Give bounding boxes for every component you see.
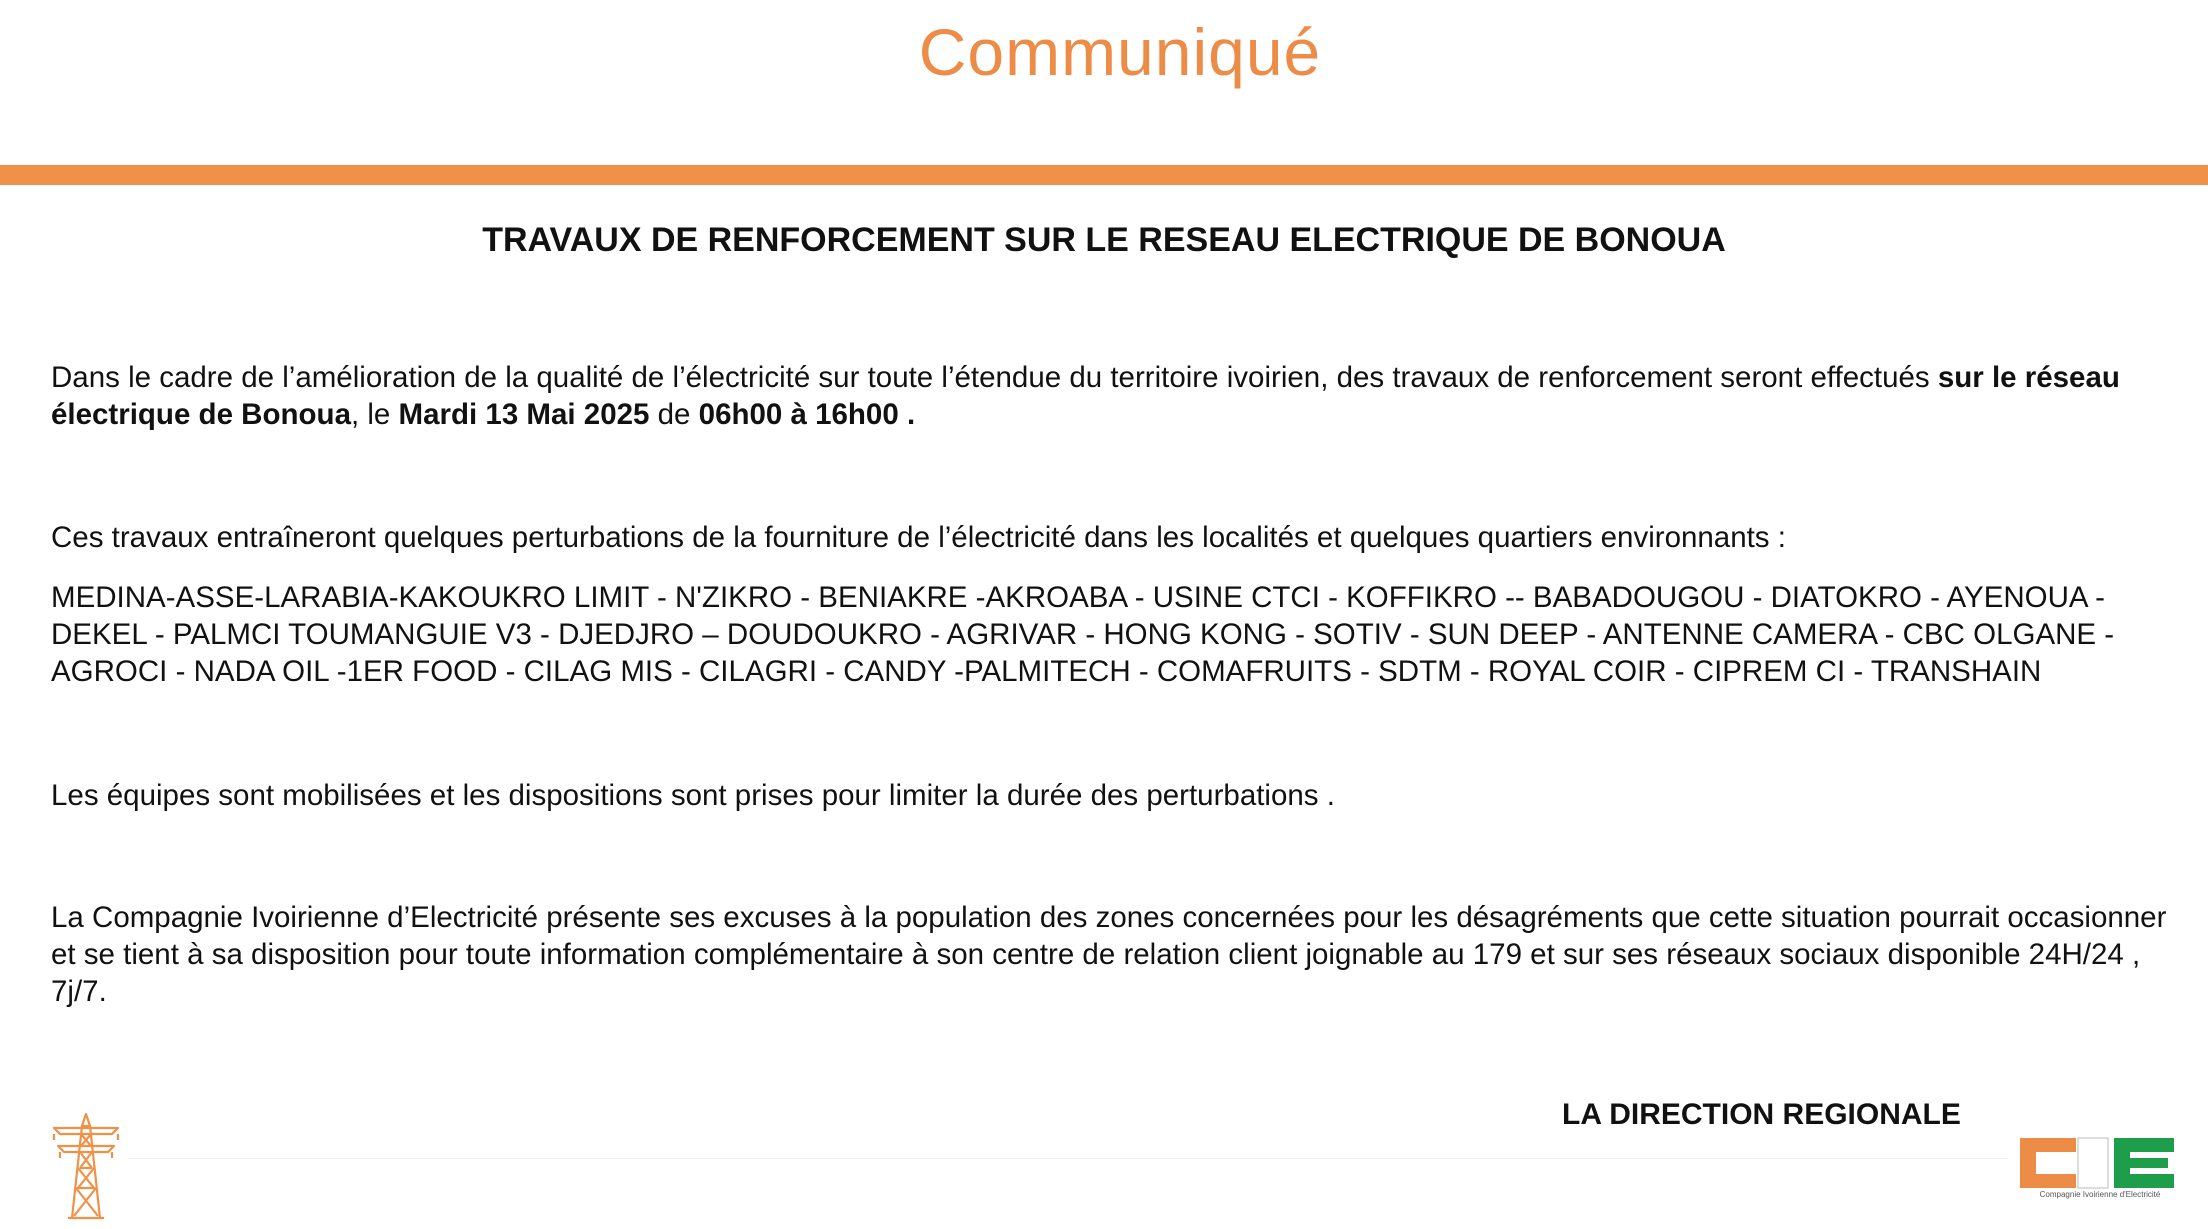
impact-paragraph: Ces travaux entraîneront quelques perturbations de la fourniture de l’électricité dans les localités et quelques quartiers environnants :	[51, 521, 1786, 554]
intro-date: Mardi 13 Mai 2025	[398, 398, 650, 431]
footer-divider	[128, 1158, 2008, 1159]
page-title: Communiqué	[918, 15, 1322, 89]
intro-text-3: de	[649, 398, 699, 431]
announcement-heading: TRAVAUX DE RENFORCEMENT SUR LE RESEAU ELECTRIQUE DE BONOUA	[482, 221, 1726, 259]
teams-paragraph: Les équipes sont mobilisées et les dispositions sont prises pour limiter la durée des perturbations .	[51, 779, 1335, 812]
intro-text-1: Dans le cadre de l’amélioration de la qualité de l’électricité sur toute l’étendue du territoire ivoirien, des travaux de renforcement seront effectués	[51, 361, 1938, 394]
intro-text-2: , le	[350, 398, 399, 431]
intro-time: 06h00 à 16h00 .	[698, 398, 916, 431]
electric-pylon-icon	[52, 1112, 120, 1220]
localities-list: MEDINA-ASSE-LARABIA-KAKOUKRO LIMIT - N'ZIKRO - BENIAKRE -AKROABA - USINE CTCI - KOFFIKRO -- BABADOUGOU - DIATOKRO - AYENOUA - DEKEL - PALMCI TOUMANGUIE V3 - DJEDJRO – DOUDOUKRO - AGRIVAR - HONG KONG - SOTIV - SUN DEEP - ANTENNE CAMERA - CBC OLGANE - AGROCI - NADA OIL -1ER FOOD - CILAG MIS - CILAGRI - CANDY -PALMITECH - COMAFRUITS - SDTM - ROYAL COIR - CIPREM CI - TRANSHAIN	[51, 581, 2115, 688]
signature: LA DIRECTION REGIONALE	[1562, 1098, 1961, 1131]
logo-caption: Compagnie Ivoirienne d'Electricité	[2039, 1190, 2161, 1199]
intro-network: sur le réseau électrique de Bonoua	[51, 361, 2120, 431]
header-divider	[0, 165, 2208, 185]
intro-paragraph	[51, 359, 2181, 433]
apology-paragraph: La Compagnie Ivoirienne d’Electricité présente ses excuses à la population des zones concernées pour les désagréments que cette situation pourrait occasionner et se tient à sa disposition pour toute information complémentaire à son centre de relation client joignable au 179 et sur ses réseaux sociaux disponible 24H/24 , 7j/7.	[51, 901, 2167, 1008]
